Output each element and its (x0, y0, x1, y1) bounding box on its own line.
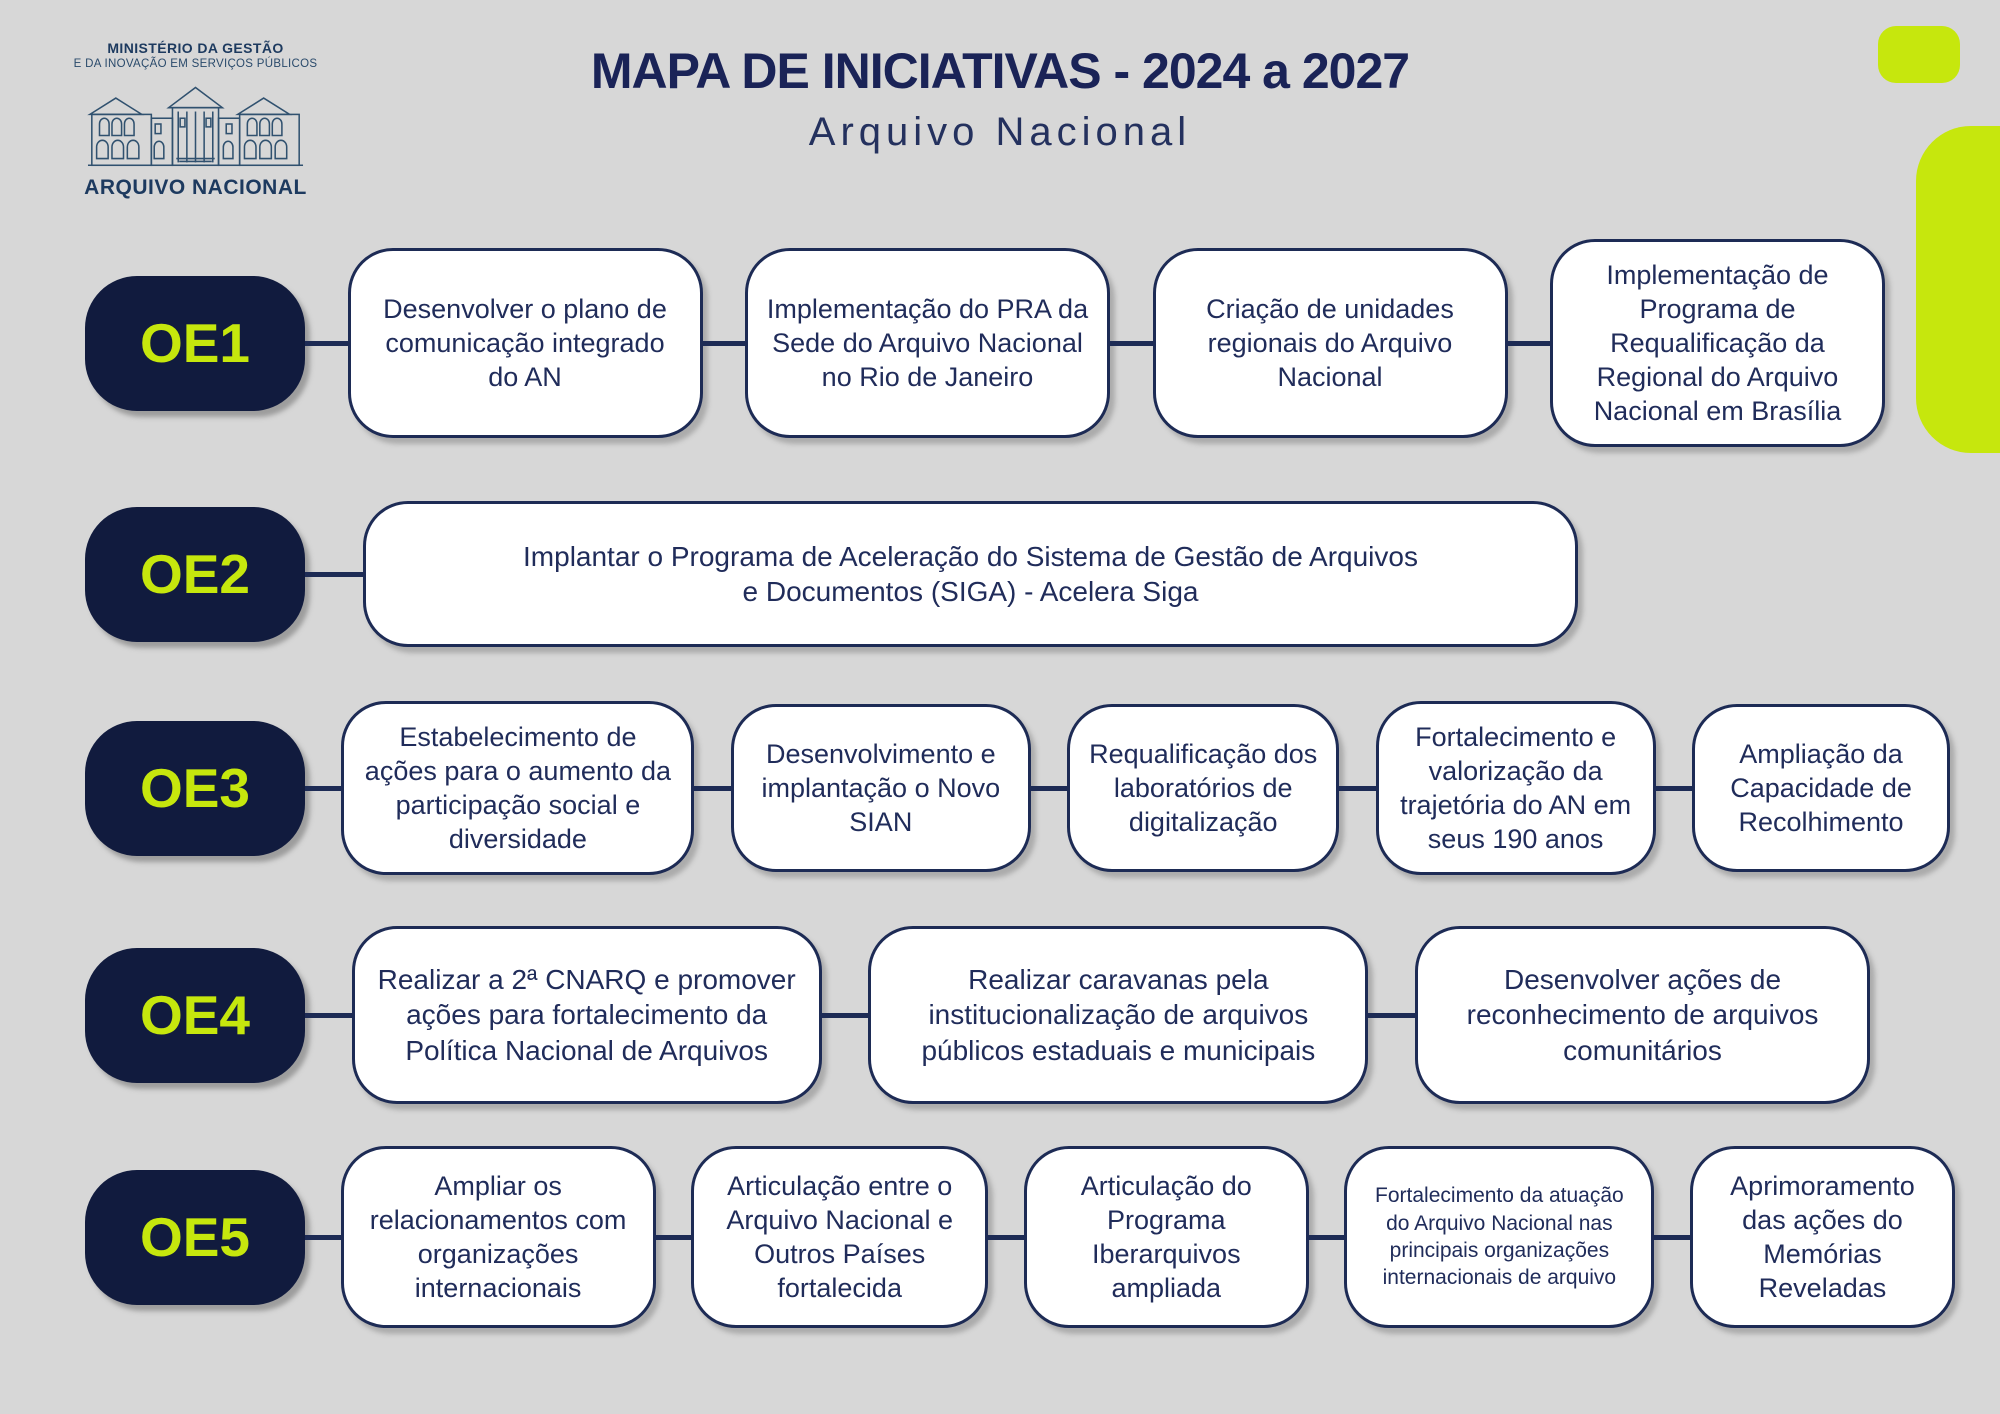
initiative-box (352, 926, 822, 1104)
initiative-box (363, 501, 1578, 647)
initiative-text: Fortalecimento e valorização da trajetória do AN em seus 190 anos (1400, 721, 1632, 855)
connector-line (822, 1013, 869, 1018)
row-oe2 (85, 500, 1578, 648)
connector-line (988, 1235, 1024, 1240)
initiative-box (1415, 926, 1870, 1104)
oe4-pill (85, 948, 305, 1083)
row-oe5 (85, 1138, 1955, 1336)
initiative-box (341, 1146, 656, 1328)
initiative-box (868, 926, 1368, 1104)
connector-line (305, 1235, 341, 1240)
oe3-pill (85, 721, 305, 856)
initiative-text: Estabelecimento de ações para o aumento da participação social e diversidade (364, 721, 672, 855)
connector-line (1368, 1013, 1415, 1018)
initiative-text: Implementação de Programa de Requalificação da Regional do Arquivo Nacional em Brasília (1593, 259, 1842, 427)
initiative-box (745, 248, 1110, 438)
ministry-subname: E DA INOVAÇÃO EM SERVIÇOS PÚBLICOS (73, 58, 318, 70)
oe2-pill (85, 507, 305, 642)
initiative-text: Fortalecimento da atuação do Arquivo Nacional nas principais organizações internacionais de arquivo (1375, 1184, 1624, 1290)
initiative-text: Realizar a 2ª CNARQ e promover ações para fortalecimento da Política Nacional de Arquivos (377, 964, 796, 1066)
initiative-text: Aprimoramento das ações do Memórias Reveladas (1730, 1170, 1915, 1304)
initiative-box (348, 248, 703, 438)
initiative-text: Desenvolver ações de reconhecimento de arquivos comunitários (1466, 964, 1819, 1066)
connector-line (305, 786, 341, 791)
page-subtitle: Arquivo Nacional (808, 110, 1192, 154)
initiative-text: Criação de unidades regionais do Arquivo Nacional (1206, 293, 1454, 392)
connector-line (1339, 786, 1375, 791)
connector-line (305, 572, 363, 577)
initiative-text: Desenvolver o plano de comunicação integrado do AN (383, 293, 667, 392)
connector-line (1656, 786, 1692, 791)
connector-line (1508, 341, 1551, 346)
initiative-text: Ampliar os relacionamentos com organizações internacionais (369, 1170, 627, 1304)
initiative-text: Articulação entre o Arquivo Nacional e Outros Países fortalecida (726, 1170, 953, 1304)
connector-line (1031, 786, 1067, 791)
connector-line (1110, 341, 1153, 346)
connector-line (703, 341, 746, 346)
row-oe1 (85, 238, 1885, 448)
initiative-box (1344, 1146, 1654, 1328)
initiative-box (341, 701, 694, 875)
initiative-text: Implementação do PRA da Sede do Arquivo Nacional no Rio de Janeiro (766, 293, 1089, 392)
oe2-label: OE2 (139, 543, 251, 605)
connector-line (656, 1235, 692, 1240)
initiative-text: Desenvolvimento e implantação o Novo SIAN (761, 738, 1001, 837)
oe5-label: OE5 (139, 1206, 251, 1268)
initiative-box (1376, 701, 1656, 875)
oe5-pill (85, 1170, 305, 1305)
initiative-box (731, 704, 1031, 872)
initiative-box (1550, 239, 1885, 447)
initiative-text: Articulação do Programa Iberarquivos ampliada (1080, 1170, 1252, 1304)
initiative-box (1067, 704, 1339, 872)
initiative-text: Realizar caravanas pela institucionalização de arquivos públicos estaduais e municipais (921, 964, 1316, 1066)
lime-bar-decoration (1916, 126, 2000, 453)
initiative-box (1153, 248, 1508, 438)
initiative-text: Requalificação dos laboratórios de digitalização (1089, 738, 1318, 837)
ministry-name: MINISTÉRIO DA GESTÃO (107, 40, 284, 56)
oe1-label: OE1 (139, 312, 251, 374)
page-title: MAPA DE INICIATIVAS - 2024 a 2027 (590, 43, 1410, 99)
initiative-box (1692, 704, 1950, 872)
initiative-box (1690, 1146, 1955, 1328)
connector-line (694, 786, 730, 791)
oe4-label: OE4 (139, 984, 251, 1046)
header-titles (0, 42, 2000, 155)
lime-square-decoration (1878, 26, 1960, 83)
connector-line (305, 1013, 352, 1018)
initiative-box (691, 1146, 988, 1328)
row-oe4 (85, 922, 1870, 1108)
org-name: ARQUIVO NACIONAL (84, 176, 307, 199)
connector-line (305, 341, 348, 346)
oe1-pill (85, 276, 305, 411)
oe3-label: OE3 (139, 757, 251, 819)
initiative-box (1024, 1146, 1309, 1328)
connector-line (1654, 1235, 1690, 1240)
initiative-text: Implantar o Programa de Aceleração do Sistema de Gestão de Arquivos e Documentos (SIGA) - Acelera Siga (523, 540, 1418, 607)
connector-line (1309, 1235, 1345, 1240)
initiative-text: Ampliação da Capacidade de Recolhimento (1730, 738, 1912, 837)
row-oe3 (85, 696, 1950, 880)
